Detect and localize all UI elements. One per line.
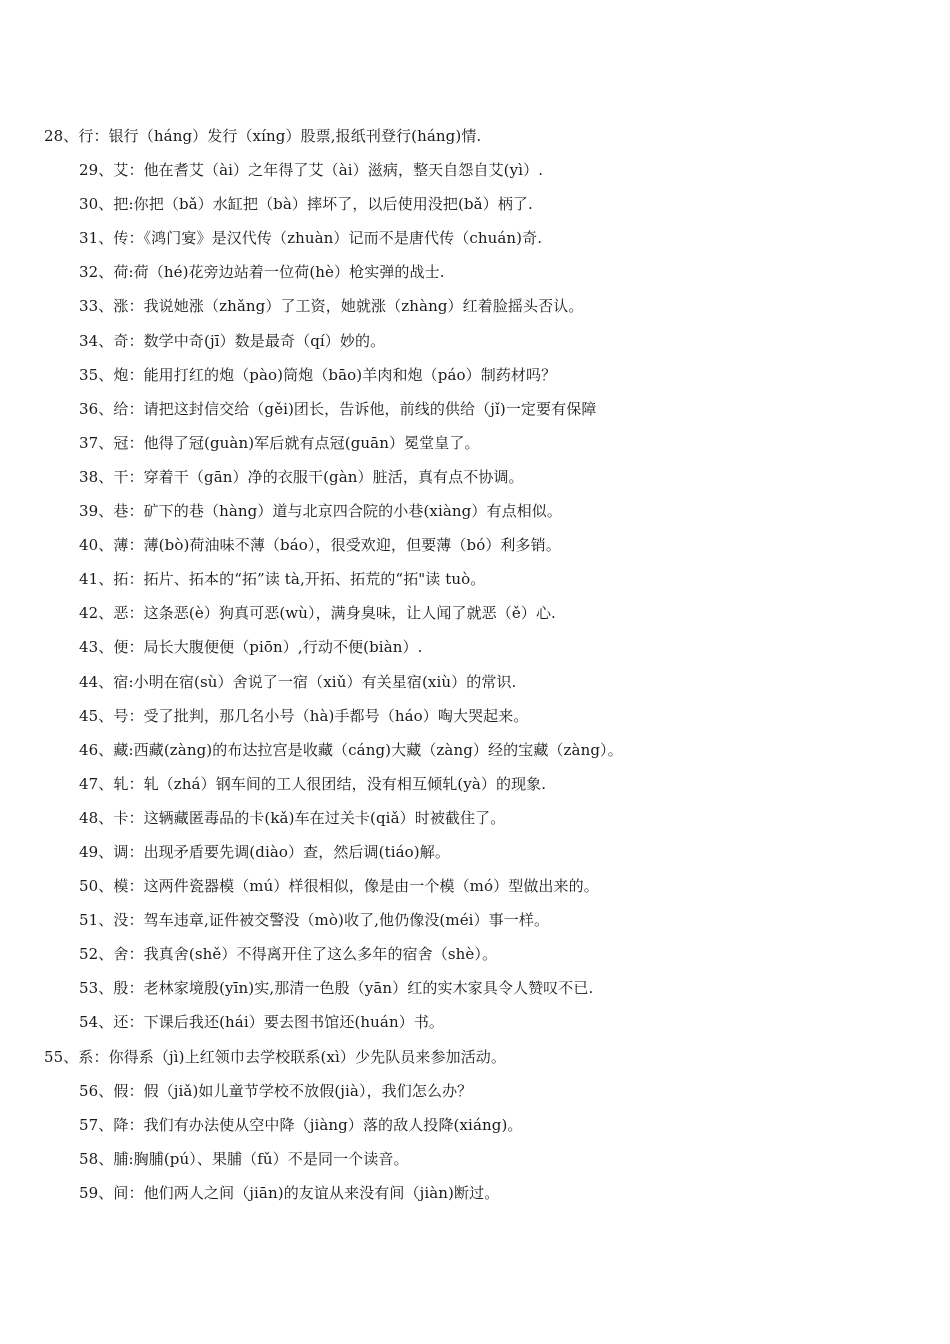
list-item: 52、舍：我真舍(shě）不得离开住了这么多年的宿舍（shè）。: [79, 945, 498, 964]
list-item: 59、间：他们两人之间（jiān)的友谊从来没有间（jiàn)断过。: [79, 1183, 500, 1202]
list-item: 35、炮：能用打红的炮（pào)筒炮（bāo)羊肉和炮（páo）制药材吗？: [79, 365, 557, 384]
list-item: 45、号：受了批判，那几名小号（hà)手都号（háo）啕大哭起来。: [79, 706, 529, 725]
list-item: 41、拓：拓片、拓本的“拓”读 tà,开拓、拓荒的“拓"读 tuò。: [79, 570, 486, 589]
list-item: 39、巷：矿下的巷（hàng）道与北京四合院的小巷(xiàng）有点相似。: [79, 502, 562, 521]
list-item: 28、行：银行（háng）发行（xíng）股票,报纸刊登行(háng)情.: [44, 127, 482, 145]
list-item: 51、没：驾车违章,证件被交警没（mò)收了,他仍像没(méi）事一样。: [79, 911, 550, 930]
list-item: 47、轧：轧（zhá）钢车间的工人很团结，没有相互倾轧(yà）的现象.: [79, 774, 547, 793]
list-item: 29、艾：他在耆艾（ài）之年得了艾（ài）滋病，整天自怨自艾(yì）.: [79, 161, 544, 180]
list-item: 36、给：请把这封信交给（gěi)团长，告诉他，前线的供给（jǐ)一定要有保障: [79, 399, 597, 418]
list-item: 30、把:你把（bǎ）水缸把（bà）摔坏了，以后使用没把(bǎ）柄了.: [79, 195, 533, 214]
list-item: 56、假：假（jiǎ)如儿童节学校不放假(jià），我们怎么办？: [79, 1081, 473, 1100]
list-item: 44、宿:小明在宿(sù）舍说了一宿（xiǔ）有关星宿(xiù）的常识.: [79, 672, 517, 691]
list-item: 42、恶：这条恶(è）狗真可恶(wù），满身臭味，让人闻了就恶（ě）心.: [79, 604, 556, 623]
list-item: 31、传：《鸿门宴》是汉代传（zhuàn）记而不是唐代传（chuán)奇.: [79, 229, 543, 248]
list-item: 32、荷:荷（hé)花旁边站着一位荷(hè）枪实弹的战士.: [79, 263, 445, 282]
list-item: 34、奇：数学中奇(jī）数是最奇（qí）妙的。: [79, 331, 386, 350]
list-item: 49、调：出现矛盾要先调(diào）查，然后调(tiáo)解。: [79, 842, 450, 861]
list-item: 33、涨：我说她涨（zhǎng）了工资，她就涨（zhàng）红着脸摇头否认。: [79, 297, 584, 316]
list-item: 54、还：下课后我还(hái）要去图书馆还(huán）书。: [79, 1013, 445, 1032]
polyphone-entry-list: [0, 124, 950, 1215]
list-item: 38、干：穿着干（gān）净的衣服干(gàn）脏活，真有点不协调。: [79, 467, 524, 486]
list-item: 43、便：局长大腹便便（piōn）,行动不便(biàn）.: [79, 638, 423, 657]
list-item: 46、藏:西藏(zàng)的布达拉宫是收藏（cáng)大藏（zàng）经的宝藏（zàng）。: [79, 740, 623, 759]
list-item: 58、脯:胸脯(pú）、果脯（fǔ）不是同一个读音。: [79, 1149, 409, 1168]
list-item: 53、殷：老林家境殷(yīn)实,那清一色殷（yān）红的实木家具令人赞叹不已.: [79, 979, 594, 998]
list-item: 40、薄：薄(bò)荷油味不薄（báo），很受欢迎，但要薄（bó）利多销。: [79, 536, 561, 555]
list-item: 48、卡：这辆藏匿毒品的卡(kǎ)车在过关卡(qiǎ）时被截住了。: [79, 808, 506, 827]
list-item: 50、模：这两件瓷器模（mú）样很相似，像是由一个模（mó）型做出来的。: [79, 877, 599, 896]
list-item: 57、降：我们有办法使从空中降（jiàng）落的敌人投降(xiáng)。: [79, 1115, 523, 1134]
list-item: 55、系：你得系（jì)上红领巾去学校联系(xì）少先队员来参加活动。: [44, 1047, 506, 1066]
list-item: 37、冠：他得了冠(guàn)军后就有点冠(guān）冕堂皇了。: [79, 433, 480, 452]
